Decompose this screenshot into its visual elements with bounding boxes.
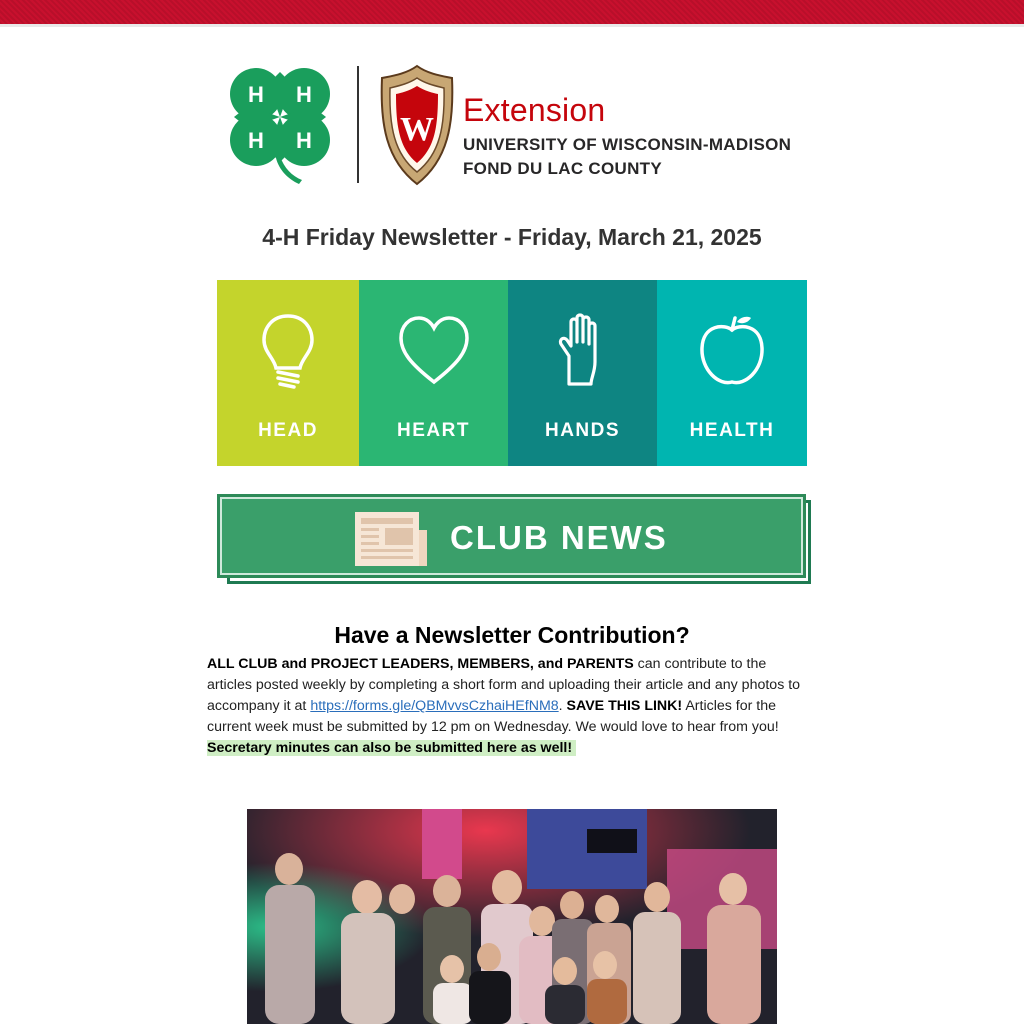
header-logo[interactable] [220, 60, 810, 190]
top-bar-shadow [0, 24, 1024, 27]
extension-wordmark: Extension [463, 92, 606, 128]
pillar-label: HEALTH [689, 420, 775, 441]
university-name: UNIVERSITY OF WISCONSIN-MADISON [463, 135, 792, 154]
group-photo [247, 809, 777, 1024]
club-news-label: CLUB NEWS [450, 519, 668, 556]
svg-text:W: W [400, 111, 434, 148]
body-text: can contribute to the articles posted weekly by completing a short form and uploading their article and any photos to accompany it at [207, 656, 801, 714]
pillar-hands [508, 280, 657, 466]
county-name: FOND DU LAC COUNTY [463, 159, 662, 178]
save-link-bold: SAVE THIS LINK! [566, 698, 683, 714]
four-h-pillars-banner [217, 280, 807, 466]
body-text: Articles for the current week must be submitted by 12 pm on Wednesday. We would love to hear from you! [207, 698, 779, 735]
audience-bold: ALL CLUB and PROJECT LEADERS, MEMBERS, and PARENTS [207, 656, 634, 672]
svg-text:H: H [296, 128, 312, 153]
four-h-clover-icon [222, 64, 338, 186]
pillar-label: HANDS [544, 420, 621, 441]
pillar-head [217, 280, 359, 466]
body-text: . [558, 698, 567, 714]
svg-text:H: H [296, 82, 312, 107]
club-news-banner [217, 494, 811, 584]
submission-form-link[interactable]: https://forms.gle/QBMvvsCzhaiHEfNM8 [310, 698, 559, 714]
apple-icon [697, 312, 767, 392]
logo-divider [357, 66, 359, 183]
svg-text:H: H [248, 82, 264, 107]
top-accent-bar [0, 0, 1024, 24]
lightbulb-icon [258, 312, 318, 392]
svg-text:H: H [248, 128, 264, 153]
newspaper-icon [355, 512, 427, 566]
contribution-heading: Have a Newsletter Contribution? [334, 622, 690, 648]
pillar-label: HEART [397, 420, 470, 441]
newsletter-title: 4-H Friday Newsletter - Friday, March 21, 2025 [262, 224, 762, 250]
pillar-label: HEAD [258, 420, 318, 441]
pillar-heart [359, 280, 508, 466]
banner-face [217, 494, 806, 578]
hand-icon [555, 312, 611, 392]
photo-image [247, 809, 777, 1024]
contribution-text [207, 654, 807, 759]
pillar-health [657, 280, 807, 466]
uw-crest-icon [378, 64, 456, 186]
secretary-minutes-highlight: Secretary minutes can also be submitted here as well! [207, 740, 576, 756]
heart-icon [397, 312, 471, 392]
